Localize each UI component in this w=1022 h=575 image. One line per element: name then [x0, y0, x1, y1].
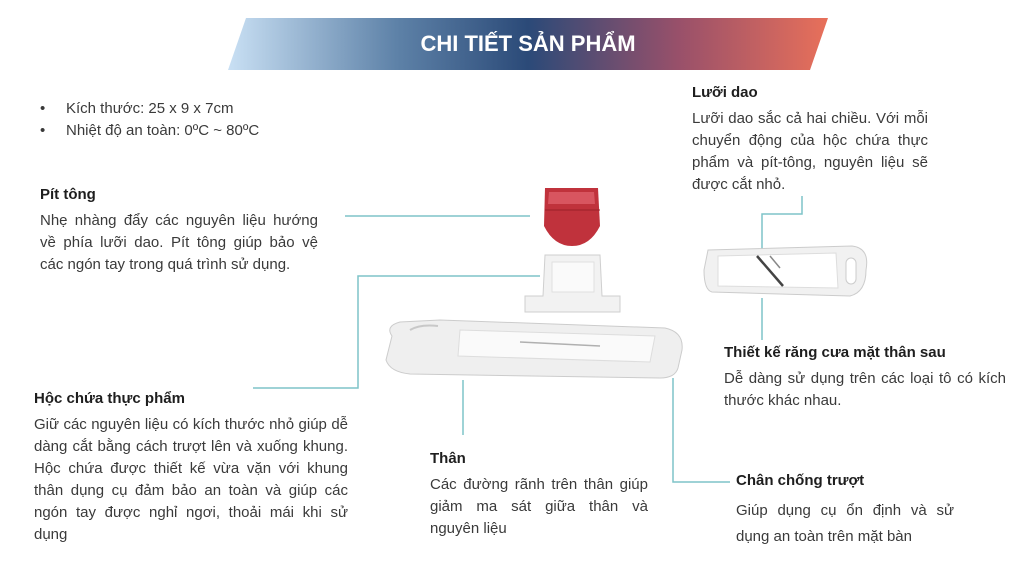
- feature-heading: Chân chống trượt: [736, 472, 865, 489]
- page-title: CHI TIẾT SẢN PHẨM: [420, 31, 636, 56]
- feature-text: Dễ dàng sử dụng trên các loại tô có kích thước khác nhau.: [724, 370, 1006, 409]
- bullet-icon: •: [40, 122, 46, 139]
- feature-heading: Hộc chứa thực phẩm: [34, 390, 185, 407]
- feature-than: [430, 448, 648, 540]
- feature-hoc-chua: [34, 388, 348, 546]
- feature-text: Lưỡi dao sắc cả hai chiều. Với mỗi chuyển động của hộc chứa thực phẩm và pít-tông, nguyên liệu sẽ được cắt nhỏ.: [692, 110, 928, 193]
- bullet-icon: •: [40, 100, 46, 117]
- blade-closeup-image: [704, 246, 867, 296]
- feature-text: Nhẹ nhàng đẩy các nguyên liệu hướng về phía lưỡi dao. Pít tông giúp bảo vệ các ngón tay trong quá trình sử dụng.: [40, 212, 318, 273]
- feature-heading: Thân: [430, 450, 466, 467]
- spec-temperature: Nhiệt độ an toàn: 0ºC ~ 80ºC: [66, 122, 260, 139]
- feature-text: Các đường rãnh trên thân giúp giảm ma sát giữa thân và nguyên liệu: [430, 476, 648, 537]
- feature-heading: Pít tông: [40, 186, 96, 203]
- slicer-body-image: [386, 320, 682, 378]
- feature-text: Giúp dụng cụ ổn định và sử dụng an toàn trên mặt bàn: [736, 502, 954, 545]
- feature-luoi-dao: [692, 82, 928, 196]
- callout-line-chan-chong: [673, 378, 730, 482]
- feature-chan-chong: [736, 468, 954, 550]
- feature-heading: Thiết kế răng cưa mặt thân sau: [724, 344, 946, 361]
- feature-text: Giữ các nguyên liệu có kích thước nhỏ giúp dễ dàng cắt bằng cách trượt lên và xuống khung. Hộc chứa được thiết kế vừa vặn với khung thân dụng cụ đảm bảo an toàn và giúp các ngón tay được nghỉ ngơi, thoải mái khi sử dụng: [34, 416, 348, 543]
- plunger-image: [544, 188, 600, 246]
- callout-line-luoi-dao: [762, 196, 802, 250]
- food-holder-image: [525, 255, 620, 312]
- feature-pit-tong: [40, 184, 318, 276]
- spec-size: Kích thước: 25 x 9 x 7cm: [66, 100, 234, 117]
- feature-heading: Lưỡi dao: [692, 84, 758, 101]
- feature-rang-cua: [724, 342, 1006, 412]
